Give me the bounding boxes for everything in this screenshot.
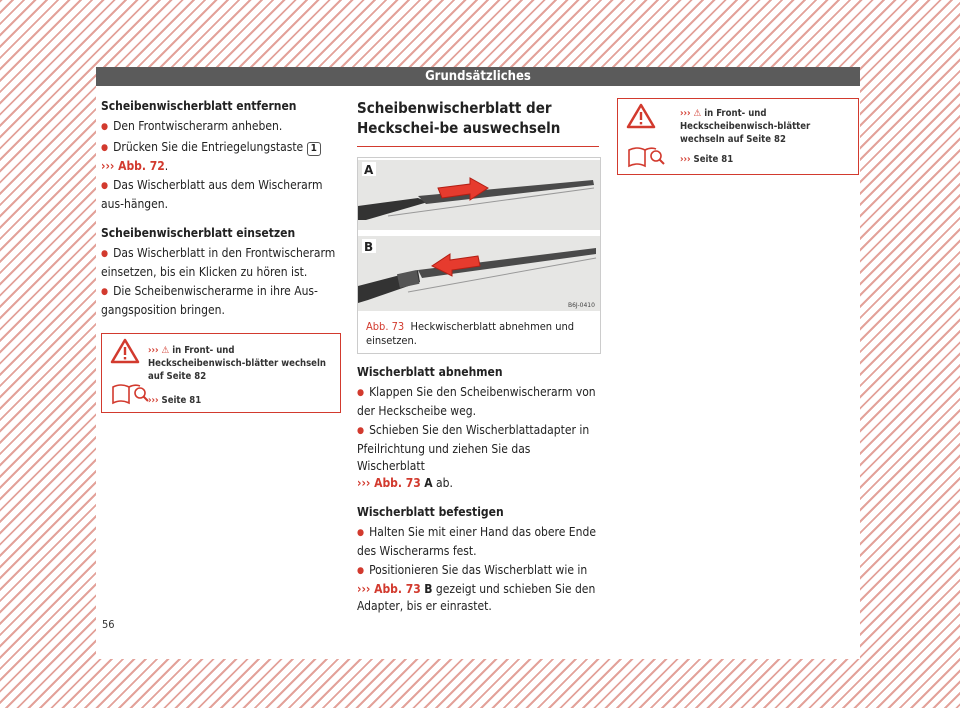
chevron-link[interactable]: ››› [148,345,159,356]
wiper-illustration [358,158,600,311]
heading-fit-rear-blade: Wischerblatt befestigen [357,505,504,519]
caption-label: Abb. 73 [366,320,405,333]
heading-remove-rear-blade: Wischerblatt abnehmen [357,365,503,379]
small-warning-icon: ⚠ [161,345,170,356]
manual-book-icon [110,381,150,407]
list-item: ● Das Wischerblatt in den Frontwischerarm einsetzen, bis ein Klicken zu hören ist. [101,245,339,281]
list-item: ● Positionieren Sie das Wischerblatt wie in ››› Abb. 73 B gezeigt und schieben Sie den Adapter, bis er einrastet. [357,562,599,615]
warning-reference-text: in Front- und Heckscheibenwisch-blätter wechseln auf Seite 82 [680,108,811,145]
list-item: ● Klappen Sie den Scheibenwischerarm von der Heckscheibe weg. [357,384,599,420]
panel-label-a: A [364,163,374,177]
page-reference-text: Seite 81 [693,154,734,165]
reference-number: 1 [307,142,321,156]
chevron-link[interactable]: ››› [680,154,691,165]
warning-box [617,98,859,175]
panel-label-b: B [364,240,374,254]
section-title: Scheibenwischerblatt der Heckschei-be auswechseln [357,98,599,147]
list-item: ● Drücken Sie die Entriegelungstaste 1 ››› Abb. 72. [101,139,339,175]
list-item: ● Halten Sie mit einer Hand das obere Ende des Wischerarms fest. [357,524,599,560]
warning-box [101,333,341,413]
list-item: ● Schieben Sie den Wischerblattadapter in Pfeilrichtung und ziehen Sie das Wischerblatt ››› Abb. 73 A ab. [357,422,599,492]
figure-link[interactable]: ››› Abb. 73 [357,582,421,596]
warning-reference-text: in Front- und Heckscheibenwisch-blätter wechseln auf Seite 82 [148,345,326,382]
heading-remove-blade: Scheibenwischerblatt entfernen [101,99,297,113]
page-number: 56 [102,618,115,631]
column-middle [357,98,599,617]
warning-triangle-icon [110,338,140,364]
warning-triangle-icon [626,103,656,129]
figure-link[interactable]: ››› Abb. 72 [101,159,165,173]
page-reference-text: Seite 81 [161,395,202,406]
list-item: ● Das Wischerblatt aus dem Wischerarm aus-hängen. [101,177,339,213]
list-item: ● Den Frontwischerarm anheben. [101,118,339,137]
page-header: Grundsätzliches [96,67,860,86]
column-right [617,98,859,175]
figure-73 [357,157,601,354]
figure-caption: Abb. 73 Heckwischerblatt abnehmen und einsetzen. [366,320,575,347]
heading-insert-blade: Scheibenwischerblatt einsetzen [101,226,296,240]
manual-book-icon [626,144,666,170]
figure-link[interactable]: ››› Abb. 73 [357,476,421,490]
list-item: ● Die Scheibenwischerarme in ihre Aus-gangsposition bringen. [101,283,339,319]
column-left [101,98,339,413]
chevron-link[interactable]: ››› [148,395,159,406]
small-warning-icon: ⚠ [693,108,702,119]
figure-code: B6J-0410 [568,302,595,309]
chevron-link[interactable]: ››› [680,108,691,119]
